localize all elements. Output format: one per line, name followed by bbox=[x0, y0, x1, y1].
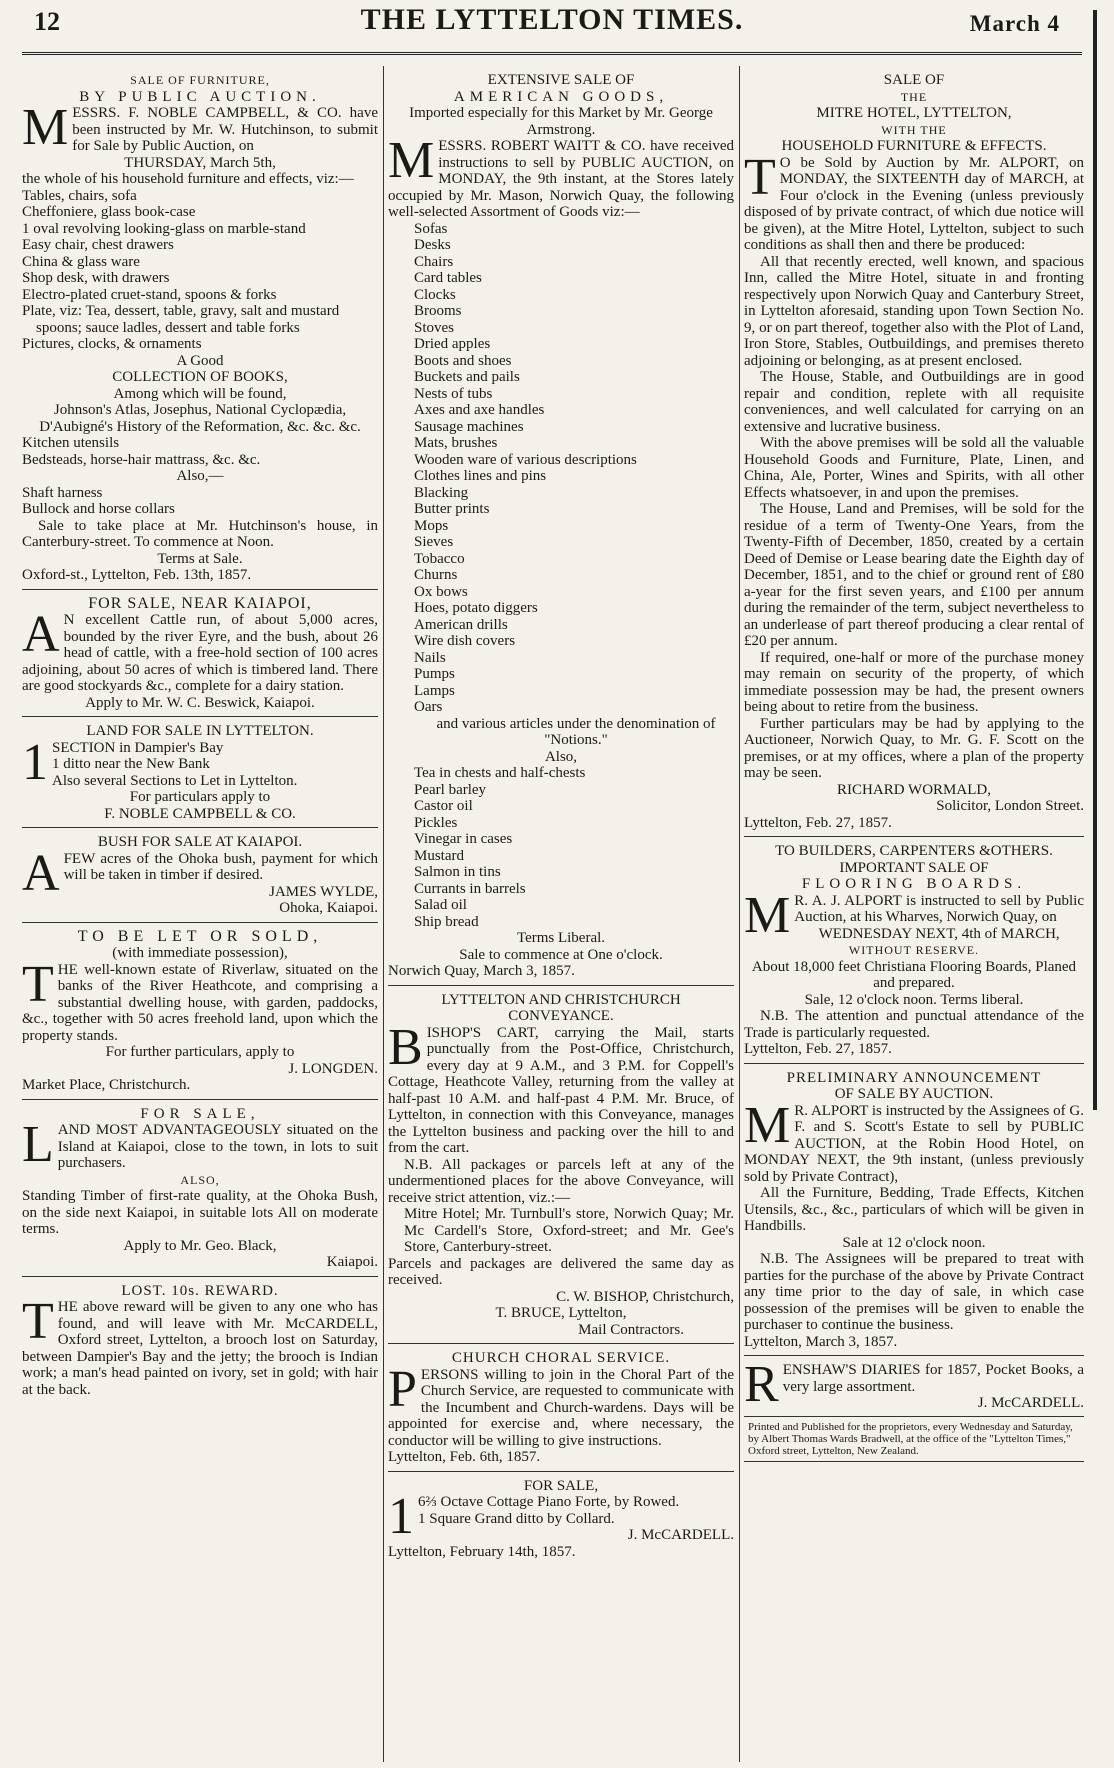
ad-body: ENSHAW'S DIARIES for 1857, Pocket Books, a very large assortment. bbox=[782, 1362, 1084, 1395]
ad-name: J. McCARDELL. bbox=[977, 1395, 1084, 1411]
ad-signature: Lyttelton, Feb. 6th, 1857. bbox=[388, 1449, 541, 1465]
list-item: Pumps bbox=[414, 666, 455, 682]
list-item: Mats, brushes bbox=[414, 435, 498, 451]
ad-land-kaiapoi bbox=[22, 1106, 378, 1271]
ad-headline: PRELIMINARY ANNOUNCEMENT bbox=[786, 1069, 1042, 1086]
list-item: Shop desk, with drawers bbox=[22, 270, 170, 286]
list-item: Card tables bbox=[414, 270, 482, 286]
also-label: ALSO, bbox=[180, 1172, 220, 1187]
ad-paragraph: The House, Stable, and Outbuildings are in good repair and condition, replete with all requisite conveniences, and well calculated for carrying on an extensive and lucrative business. bbox=[744, 369, 1084, 435]
collection-heading: COLLECTION OF BOOKS, bbox=[112, 369, 288, 385]
list-item: Butter prints bbox=[414, 501, 490, 517]
sale-commence: Sale to commence at One o'clock. bbox=[459, 946, 663, 963]
list-item: Wire dish covers bbox=[414, 633, 516, 649]
ad-nb: N.B. All packages or parcels left at any of the undermentioned places for the above Conveyance, will receive strict attention, viz.:— bbox=[388, 1156, 734, 1206]
drop-cap: T bbox=[22, 1293, 54, 1350]
ad-divider bbox=[22, 716, 378, 717]
ad-headline: FOR SALE, bbox=[523, 1477, 599, 1494]
ad-paragraph: With the above premises will be sold all the valuable Household Goods and Furniture, Plate, Linen, and China, Ale, Porter, Wines and Spirits, with all other Effects whatsoever, in and upon the premises. bbox=[744, 435, 1084, 501]
ad-renshaws-diaries bbox=[744, 1356, 1084, 1413]
list-item: Buckets and pails bbox=[414, 369, 520, 385]
list-item: Churns bbox=[414, 567, 458, 583]
drop-cap: M bbox=[744, 886, 791, 944]
list-item: Ship bread bbox=[414, 913, 479, 930]
ad-headline: LOST. 10s. REWARD. bbox=[121, 1282, 279, 1299]
drop-cap: M bbox=[744, 1096, 791, 1154]
furniture-list-2 bbox=[22, 435, 378, 468]
goods-list-2 bbox=[388, 765, 734, 930]
drop-cap: T bbox=[22, 955, 54, 1013]
ad-line: 1 ditto near the New Bank bbox=[52, 756, 210, 772]
ad-headline: TO BUILDERS, CARPENTERS &OTHERS. bbox=[775, 843, 1053, 859]
ad-line: Also several Sections to Let in Lyttelton. bbox=[52, 772, 298, 789]
ad-body: FEW acres of the Ohoka bush, payment for which will be taken in timber if desired. bbox=[63, 850, 378, 883]
ad-line: F. NOBLE CAMPBELL & CO. bbox=[104, 805, 296, 822]
list-item: Desks bbox=[414, 237, 451, 253]
list-item: Shaft harness bbox=[22, 484, 103, 501]
drop-cap: P bbox=[388, 1360, 417, 1418]
ad-to-let-riverlaw bbox=[22, 929, 378, 1094]
ad-line: For particulars apply to bbox=[129, 789, 271, 805]
ad-headline-2: AMERICAN GOODS, bbox=[453, 88, 669, 105]
ad-nb: N.B. The Assignees will be prepared to treat with parties for the purchase of the above by Private Contract any time prior to the day of sale, in which case possession of the premises will be given to enable the purchaser to continue the business. bbox=[744, 1251, 1084, 1333]
ad-paragraph: Further particulars may be had by applying to the Auctioneer, Norwich Quay, to Mr. G. F. Scott on the premises, or at my offices, where a plan of the property may be seen. bbox=[744, 715, 1084, 781]
column-rule bbox=[739, 66, 740, 1762]
column-2 bbox=[388, 72, 734, 1762]
sale-terms: Sale, 12 o'clock noon. Terms liberal. bbox=[804, 991, 1024, 1008]
ad-headline: LAND FOR SALE IN LYTTELTON. bbox=[86, 723, 314, 739]
ad-apply: For further particulars, apply to bbox=[105, 1044, 295, 1060]
list-item: China & glass ware bbox=[22, 253, 140, 270]
ad-bush-kaiapoi bbox=[22, 834, 378, 917]
ad-paragraph: All that recently erected, well known, and spacious Inn, called the Mitre Hotel, situate in and fronting respectively upon Norwich Quay and Canterbury Street, in Lyttelton aforesaid, standing upon Town Section No. 9, or on part thereof, together also with the Plot of Land, Iron Store, Stables, Outbuildings, and premises thereto adjoining or belonging, as at present enclosed. bbox=[744, 253, 1084, 369]
a-good-label: A Good bbox=[176, 352, 224, 369]
notions-note: and various articles under the denomination of "Notions." bbox=[436, 715, 716, 748]
ad-headline-3: FLOORING BOARDS. bbox=[801, 876, 1027, 892]
list-item: Pictures, clocks, & ornaments bbox=[22, 336, 202, 352]
list-item: Boots and shoes bbox=[414, 352, 512, 369]
ad-divider bbox=[22, 1276, 378, 1277]
list-item: Tables, chairs, sofa bbox=[22, 187, 137, 204]
ad-headline-connector: WITH THE bbox=[881, 122, 947, 137]
ad-divider bbox=[744, 1355, 1084, 1356]
ad-body: 6⅔ Octave Cottage Piano Forte, by Rowed. bbox=[418, 1494, 680, 1510]
drop-cap: R bbox=[744, 1356, 779, 1413]
masthead bbox=[22, 3, 1082, 55]
list-item: Sieves bbox=[414, 534, 454, 550]
ad-body: ERSONS willing to join in the Choral Part of the Church Service, are requested to communicate with the Incumbent and Church-wardens. Days will be appointed for exercise and, where necessary, the conductor will be willing to give instructions. bbox=[388, 1366, 734, 1449]
list-item: Pickles bbox=[414, 814, 458, 831]
sale-date: WEDNESDAY NEXT, 4th of MARCH, bbox=[818, 925, 1060, 942]
drop-cap: B bbox=[388, 1018, 423, 1076]
ad-signature: Lyttelton, March 3, 1857. bbox=[744, 1333, 898, 1350]
ad-headline: CHURCH CHORAL SERVICE. bbox=[451, 1350, 671, 1366]
column-1 bbox=[22, 72, 378, 1762]
ad-paragraph: The House, Land and Premises, will be sold for the residue of a term of Twenty-One Years, from the Twenty-Fifth of December, 1850, created by a certain Deed of Demise or Lease bearing date the Eighth day of December, 1851, and to the chief or ground rent of £80 a-year for the first seven years, and £100 per annum during the remainder of the term, subject nevertheless to an underlease of part thereof producing a clear rental of £20 per annum. bbox=[744, 501, 1084, 649]
drop-cap: L bbox=[22, 1116, 54, 1173]
ad-body: ESSRS. F. NOBLE CAMPBELL, & CO. have been instructed by Mr. W. Hutchinson, to submit for Sale by Public Auction, on bbox=[72, 105, 378, 154]
ad-line: 1 Square Grand ditto by Collard. bbox=[418, 1510, 615, 1527]
list-item: Sausage machines bbox=[414, 418, 524, 435]
ad-headline: BY PUBLIC AUCTION. bbox=[79, 88, 321, 105]
list-item: 1 oval revolving looking-glass on marble-stand bbox=[22, 220, 306, 237]
list-item: Electro-plated cruet-stand, spoons & forks bbox=[22, 286, 277, 303]
ad-places: Mitre Hotel; Mr. Turnbull's store, Norwich Quay; Mr. Mc Cardell's Store, Oxford-street; and Mr. Gee's Store, Canterbury-street. bbox=[404, 1206, 734, 1255]
list-item: Clocks bbox=[414, 286, 456, 303]
publisher-imprint: Printed and Published for the proprietors, every Wednesday and Saturday, by Albert Thomas Wards Bradwell, at the office of the "Lyttelton Times," Oxford street, Lyttelton, New Zealand. bbox=[744, 1416, 1084, 1462]
ad-body: ESSRS. ROBERT WAITT & CO. have received instructions to sell by PUBLIC AUCTION, on MONDAY, the 9th instant, at the Stores lately occupied by Mr. Mason, Norwich Quay, the following well-selected Assortment of Goods viz:— bbox=[388, 138, 734, 220]
list-item: Mustard bbox=[414, 847, 464, 864]
ad-divider bbox=[744, 836, 1084, 837]
list-item: Blacking bbox=[414, 484, 469, 501]
ad-divider bbox=[388, 1471, 734, 1472]
ad-land-lyttelton bbox=[22, 723, 378, 822]
page-number: 12 bbox=[34, 7, 60, 36]
ad-name: RICHARD WORMALD, bbox=[837, 781, 991, 798]
ad-headline: EXTENSIVE SALE OF bbox=[487, 72, 635, 88]
list-item: American drills bbox=[414, 616, 508, 633]
list-item: Pearl barley bbox=[414, 781, 487, 798]
ad-parcels: Parcels and packages are delivered the same day as received. bbox=[388, 1255, 734, 1288]
ad-line: SECTION in Dampier's Bay bbox=[52, 739, 224, 756]
also-label: Also, bbox=[544, 748, 578, 765]
ad-body: O be Sold by Auction by Mr. ALPORT, on MONDAY, the SIXTEENTH day of MARCH, at Four o'clock in the Evening (unless previously disposed of by private contract, of which due notice will be given), at the Mitre Hotel, Lyttelton, subject to such conditions as shall then and there be produced: bbox=[744, 154, 1084, 253]
ad-title: Solicitor, London Street. bbox=[936, 798, 1084, 814]
ad-american-goods bbox=[388, 72, 734, 980]
list-item: Nests of tubs bbox=[414, 385, 493, 402]
ad-divider bbox=[744, 1063, 1084, 1064]
furniture-list bbox=[22, 188, 378, 353]
list-item: Salad oil bbox=[414, 897, 467, 913]
ad-headline: BUSH FOR SALE AT KAIAPOI. bbox=[97, 834, 303, 850]
list-item: Easy chair, chest drawers bbox=[22, 237, 174, 253]
list-item: Axes and axe handles bbox=[414, 402, 545, 418]
ad-body: AND MOST ADVANTAGEOUSLY situated on the Island at Kaiapoi, close to the town, in lots to suit purchasers. bbox=[57, 1122, 378, 1171]
ad-mitre-hotel bbox=[744, 72, 1084, 831]
ad-lost-reward bbox=[22, 1283, 378, 1399]
ad-body-2: Standing Timber of first-rate quality, at the Ohoka Bush, on the side next Kaiapoi, in suitable lots All on moderate terms. bbox=[22, 1188, 378, 1237]
list-item: Oars bbox=[414, 699, 443, 715]
list-item: Stoves bbox=[414, 319, 455, 336]
list-item: Ox bows bbox=[414, 583, 468, 600]
ad-signer: T. BRUCE, Lyttelton, bbox=[495, 1305, 627, 1321]
ad-divider bbox=[22, 589, 378, 590]
list-item: Hoes, potato diggers bbox=[414, 600, 538, 616]
ad-flooring-boards bbox=[744, 843, 1084, 1058]
list-item: Clothes lines and pins bbox=[414, 468, 547, 484]
list-item: Tobacco bbox=[414, 550, 465, 567]
ad-headline-3: HOUSEHOLD FURNITURE & EFFECTS. bbox=[781, 138, 1047, 154]
ad-signature: Norwich Quay, March 3, 1857. bbox=[388, 963, 575, 979]
sale-date: THURSDAY, March 5th, bbox=[124, 154, 276, 171]
ad-paragraph: All the Furniture, Bedding, Trade Effects, Kitchen Utensils, &c., &c., particulars of which will be given in Handbills. bbox=[744, 1185, 1084, 1234]
ad-kicker: SALE OF FURNITURE, bbox=[130, 73, 270, 87]
drop-cap: A bbox=[22, 844, 60, 902]
list-item: Nails bbox=[414, 649, 446, 666]
ad-nb: N.B. The attention and punctual attendance of the Trade is particularly requested. bbox=[744, 1008, 1084, 1041]
ad-place: Market Place, Christchurch. bbox=[22, 1077, 191, 1093]
ad-divider bbox=[22, 1099, 378, 1100]
ad-subhead: Imported especially for this Market by Mr. George Armstrong. bbox=[409, 105, 713, 138]
sale-terms: Terms at Sale. bbox=[157, 550, 243, 567]
ad-signature: Lyttelton, February 14th, 1857. bbox=[388, 1543, 576, 1560]
ad-name: J. LONGDEN. bbox=[288, 1060, 378, 1077]
sale-time: Sale at 12 o'clock noon. bbox=[842, 1234, 986, 1251]
drop-cap: 1 bbox=[388, 1488, 414, 1545]
ad-intro: the whole of his household furniture and effects, viz:— bbox=[22, 171, 354, 187]
ad-headline-connector: THE bbox=[900, 89, 928, 104]
list-item: Salmon in tins bbox=[414, 864, 501, 880]
also-label: Also,— bbox=[176, 468, 224, 484]
list-item: Castor oil bbox=[414, 798, 473, 814]
page-edge-bar bbox=[1093, 10, 1097, 1110]
ad-apply: Apply to Mr. Geo. Black, bbox=[123, 1237, 277, 1254]
list-item: Wooden ware of various descriptions bbox=[414, 451, 637, 468]
ad-signature: Oxford-st., Lyttelton, Feb. 13th, 1857. bbox=[22, 567, 252, 583]
books-list: Johnson's Atlas, Josephus, National Cyclopædia, D'Aubigné's History of the Reformation, &c. &c. &c. bbox=[39, 402, 361, 435]
ad-place: Kaiapoi. bbox=[326, 1254, 378, 1270]
ad-signature: Lyttelton, Feb. 27, 1857. bbox=[744, 1041, 892, 1057]
list-item: Bullock and horse collars bbox=[22, 501, 175, 517]
ad-subhead: (with immediate possession), bbox=[112, 945, 288, 961]
ad-headline: TO BE LET OR SOLD, bbox=[77, 927, 323, 945]
list-item: Sofas bbox=[414, 220, 448, 237]
column-3 bbox=[744, 72, 1084, 1762]
list-item: Dried apples bbox=[414, 336, 491, 352]
list-item: Mops bbox=[414, 517, 449, 534]
drop-cap: M bbox=[388, 132, 435, 189]
drop-cap: M bbox=[22, 99, 69, 156]
issue-date: March 4 bbox=[969, 11, 1060, 36]
ad-signer: C. W. BISHOP, Christchurch, bbox=[556, 1288, 734, 1305]
ad-preliminary-announcement bbox=[744, 1070, 1084, 1351]
ad-divider bbox=[388, 1343, 734, 1344]
list-item: Plate, viz: Tea, dessert, table, gravy, salt and mustard spoons; sauce ladles, dessert and table forks bbox=[22, 303, 340, 336]
ad-divider bbox=[388, 985, 734, 986]
newspaper-title: THE LYTTELTON TIMES. bbox=[360, 3, 744, 36]
ad-quantity: About 18,000 feet Christiana Flooring Boards, Planed and prepared. bbox=[751, 958, 1077, 991]
ad-headline: LYTTELTON AND CHRISTCHURCH CONVEYANCE. bbox=[441, 991, 681, 1024]
ad-choral-service bbox=[388, 1350, 734, 1466]
ad-headline-2: OF SALE BY AUCTION. bbox=[834, 1086, 994, 1102]
ad-name: J. McCARDELL. bbox=[627, 1527, 734, 1543]
ad-piano-sale bbox=[388, 1478, 734, 1561]
goods-list bbox=[388, 221, 734, 716]
ad-headline-2: IMPORTANT SALE OF bbox=[839, 859, 989, 876]
ad-headline: FOR SALE, NEAR KAIAPOI, bbox=[88, 594, 312, 612]
list-item: Cheffoniere, glass book-case bbox=[22, 204, 196, 220]
ad-apply: Apply to Mr. W. C. Beswick, Kaiapoi. bbox=[85, 694, 315, 711]
ad-body: HE above reward will be given to any one who has found, and will leave with Mr. McCARDELL, Oxford street, Lyttelton, a brooch lost on Saturday, between Dampier's Bay and the jetty; the brooch is Indian work; a man's head painted on ivory, set in gold; with hair at the back. bbox=[22, 1299, 378, 1398]
list-item: Lamps bbox=[414, 682, 455, 699]
list-item: Kitchen utensils bbox=[22, 435, 120, 451]
list-item: Brooms bbox=[414, 303, 462, 319]
ad-place: Ohoka, Kaiapoi. bbox=[279, 900, 378, 916]
ad-headline-2: MITRE HOTEL, LYTTELTON, bbox=[816, 105, 1012, 121]
ad-for-sale-kaiapoi bbox=[22, 596, 378, 712]
among-label: Among which will be found, bbox=[113, 385, 287, 402]
ad-signer: Mail Contractors. bbox=[578, 1321, 684, 1338]
list-item: Tea in chests and half-chests bbox=[414, 765, 586, 781]
ad-divider bbox=[22, 922, 378, 923]
column-rule bbox=[383, 66, 384, 1762]
without-reserve: WITHOUT RESERVE. bbox=[848, 943, 980, 957]
ad-conveyance bbox=[388, 992, 734, 1339]
drop-cap: A bbox=[22, 606, 60, 663]
ad-body: N excellent Cattle run, of about 5,000 acres, bounded by the river Eyre, and the bush, about 26 head of cattle, with a free-hold section of 100 acres adjoining, about 50 acres of which is timbered land. There are good stockyards &c., complete for a dairy station. bbox=[22, 612, 378, 694]
ad-furniture-auction bbox=[22, 72, 378, 584]
sale-terms: Terms Liberal. bbox=[516, 930, 606, 946]
drop-cap: T bbox=[744, 148, 776, 206]
ad-name: JAMES WYLDE, bbox=[269, 883, 378, 900]
list-item: Bedsteads, horse-hair mattrass, &c. &c. bbox=[22, 451, 261, 468]
list-item: Chairs bbox=[414, 253, 454, 270]
ad-signature: Lyttelton, Feb. 27, 1857. bbox=[744, 814, 892, 831]
ad-headline: FOR SALE, bbox=[140, 1105, 260, 1122]
ad-body: HE well-known estate of Riverlaw, situated on the banks of the River Heathcote, and comprising a substantial dwelling house, with garden, paddocks, &c., together with 50 acres freehold land, upon which the property stands. bbox=[22, 961, 378, 1044]
ad-divider bbox=[22, 827, 378, 828]
ad-body: R. A. J. ALPORT is instructed to sell by Public Auction, at his Wharves, Norwich Quay, on bbox=[794, 892, 1084, 925]
list-item: Vinegar in cases bbox=[414, 831, 513, 847]
sale-location: Sale to take place at Mr. Hutchinson's house, in Canterbury-street. To commence at Noon. bbox=[22, 517, 378, 550]
list-item: Currants in barrels bbox=[414, 880, 526, 897]
ad-paragraph: If required, one-half or more of the purchase money may remain on security of the property, of which immediate possession may be had, the present owners being about to retire from the business. bbox=[744, 649, 1084, 715]
ad-body: ISHOP'S CART, carrying the Mail, starts punctually from the Post-Office, Christchurch, every day at 9 A.M., and 3 P.M. for Coppell's Cottage, Heathcote Valley, returning from the valley at half-past 10 A.M. and half-past 4 P.M. Mr. Bruce, of Lyttelton, in connection with this Conveyance, manages the Lyttelton business and packing over the hill to and from the cart. bbox=[388, 1024, 734, 1156]
ad-headline: SALE OF bbox=[883, 72, 945, 88]
ad-body: R. ALPORT is instructed by the Assignees of G. F. and S. Scott's Estate to sell by PUBLIC AUCTION, at the Robin Hood Hotel, on MONDAY NEXT, the 9th instant, (unless previously sold by Private Contract), bbox=[744, 1102, 1084, 1185]
furniture-list-3 bbox=[22, 485, 378, 518]
drop-cap: 1 bbox=[22, 733, 48, 791]
